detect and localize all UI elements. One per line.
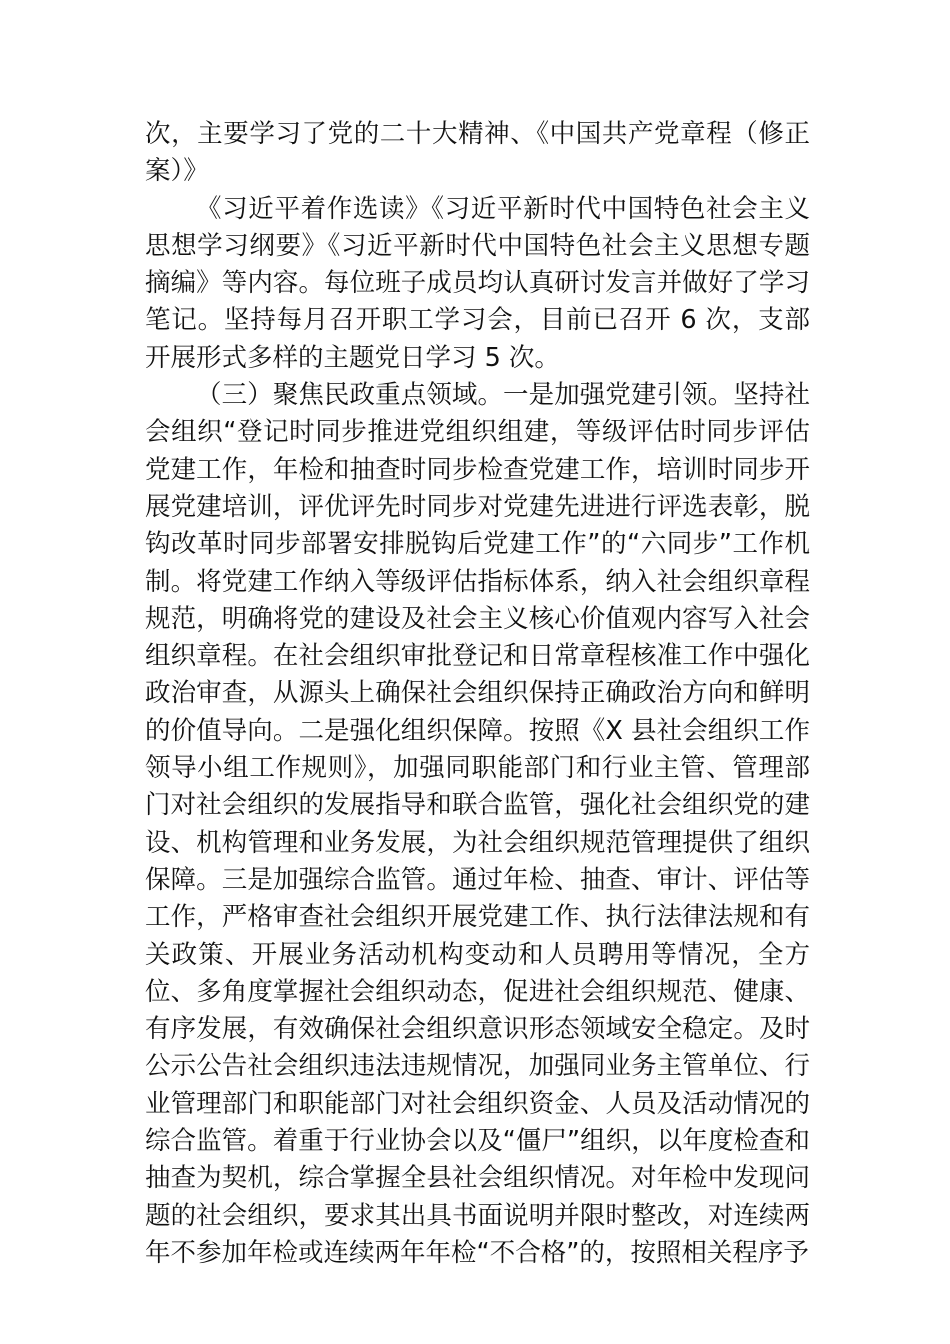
paragraph-1: 次，主要学习了党的二十大精神、《中国共产党章程（修正案）》	[145, 119, 810, 187]
paragraph-3: （三）聚焦民政重点领域。一是加强党建引领。坚持社会组织“登记时同步推进党组织组建，等级评估时同步评估党建工作，年检和抽查时同步检查党建工作，培训时同步开展党建培训，评优评先时同步对党建先进进行评选表彰，脱钩改革时同步部署安排脱钩后党建工作”的“六同步”工作机制。将党建工作纳入等级评估指标体系，纳入社会组织章程规范，明确将党的建设及社会主义核心价值观内容写入社会组织章程。在社会组织审批登记和日常章程核准工作中强化政治审查，从源头上确保社会组织保持正确政治方向和鲜明的价值导向。二是强化组织保障。按照《X 县社会组织工作领导小组工作规则》，加强同职能部门和行业主管、管理部门对社会组织的发展指导和联合监管，强化社会组织党的建设、机构管理和业务发展，为社会组织规范管理提供了组织保障。三是加强综合监管。通过年检、抽查、审计、评估等工作，严格审查社会组织开展党建工作、执行法律法规和有关政策、开展业务活动机构变动和人员聘用等情况，全方位、多角度掌握社会组织动态，促进社会组织规范、健康、有序发展，有效确保社会组织意识形态领域安全稳定。及时公示公告社会组织违法违规情况，加强同业务主管单位、行业管理部门和职能部门对社会组织资金、人员及活动情况的综合监管。着重于行业协会以及“僵尸”组织，以年度检查和抽查为契机，综合掌握全县社会组织情况。对年检中发现问题的社会组织，要求其出具书面说明并限时整改，对连续两年不参加年检或连续两年年检“不合格”的，按照相关程序予	[145, 380, 810, 1268]
document-body	[145, 116, 810, 1272]
paragraph-2: 《习近平着作选读》《习近平新时代中国特色社会主义思想学习纲要》《习近平新时代中国特色社会主义思想专题摘编》等内容。每位班子成员均认真研讨发言并做好了学习笔记。坚持每月召开职工学习会，目前已召开 6 次，支部开展形式多样的主题党日学习 5 次。	[145, 193, 810, 373]
